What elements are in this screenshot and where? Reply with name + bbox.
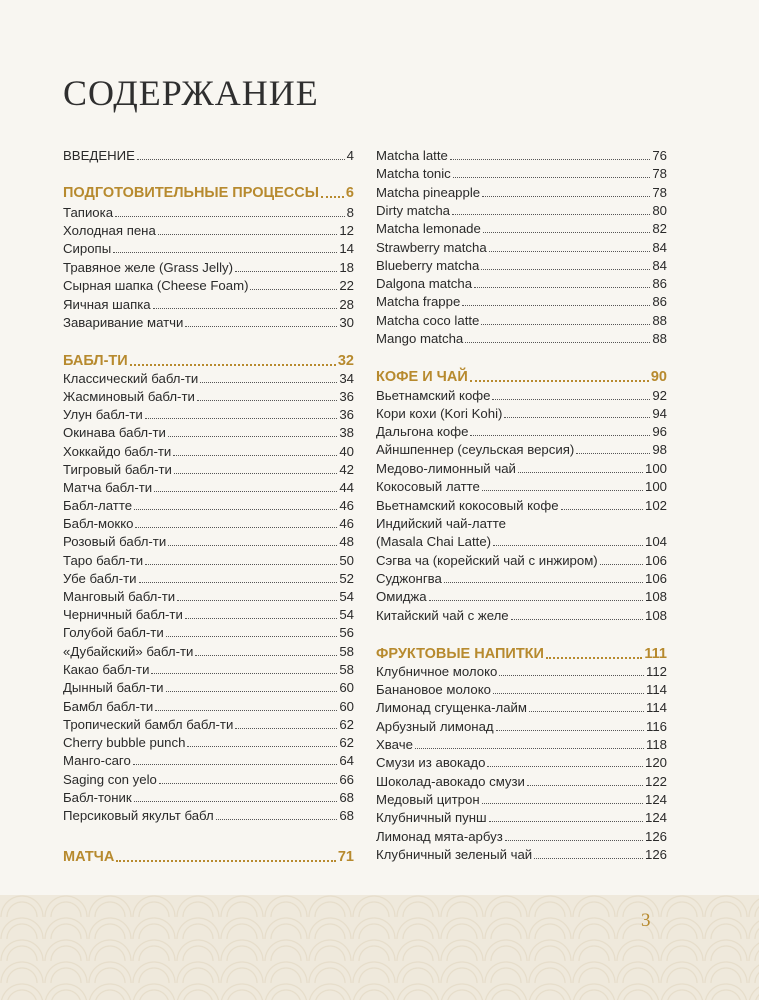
toc-entry-label: ПОДГОТОВИТЕЛЬНЫЕ ПРОЦЕССЫ: [63, 185, 319, 201]
dot-leader: [139, 570, 338, 583]
toc-entry-page: 100: [644, 479, 667, 494]
toc-entry: [63, 406, 354, 424]
toc-entry-label: Шоколад-авокадо смузи: [376, 774, 525, 789]
dot-leader: [444, 570, 643, 583]
toc-entry: [376, 460, 667, 478]
toc-entry-page: 6: [345, 185, 354, 201]
dot-leader: [481, 312, 650, 325]
toc-entry-label: Matcha latte: [376, 148, 448, 163]
toc-entry-label: Хваче: [376, 737, 413, 752]
toc-entry: [63, 370, 354, 388]
toc-entry: [376, 533, 667, 551]
toc-entry-page: 78: [652, 166, 667, 181]
toc-entry-page: 42: [339, 462, 354, 477]
toc-entry-label: Бамбл бабл-ти: [63, 699, 154, 714]
toc-entry: [63, 515, 354, 533]
toc-entry-label: Какао бабл-ти: [63, 662, 150, 677]
toc-entry-page: 106: [644, 553, 667, 568]
toc-entry: [376, 754, 667, 772]
dot-leader: [452, 202, 650, 215]
toc-entry-page: 120: [644, 755, 667, 770]
toc-section-heading: [63, 352, 354, 370]
toc-entry-label: Лимонад мята-арбуз: [376, 829, 503, 844]
toc-entry-label: Matcha coco latte: [376, 313, 480, 328]
dot-leader: [134, 789, 338, 802]
page-number: 3: [641, 910, 651, 931]
toc-entry-page: 88: [652, 331, 667, 346]
toc-section-heading: [63, 848, 354, 866]
toc-entry: [376, 681, 667, 699]
toc-entry-page: 78: [652, 185, 667, 200]
toc-entry-label: Смузи из авокадо: [376, 755, 486, 770]
dot-leader: [546, 645, 642, 659]
toc-entry-page: 60: [339, 699, 354, 714]
dot-leader: [482, 184, 650, 197]
dot-leader: [158, 222, 338, 235]
dot-leader: [166, 679, 338, 692]
dot-leader: [134, 497, 337, 510]
toc-entry-page: 86: [652, 294, 667, 309]
toc-entry-page: 108: [644, 608, 667, 623]
dot-leader: [518, 460, 643, 473]
toc-entry-label: Сэгва ча (корейский чай с инжиром): [376, 553, 598, 568]
toc-entry-label: Классический бабл-ти: [63, 371, 199, 386]
dot-leader: [135, 515, 337, 528]
toc-entry: [63, 807, 354, 825]
toc-entry-label: Индийский чай-латте: [376, 516, 506, 531]
dot-leader: [153, 296, 338, 309]
toc-entry-label: Голубой бабл-ти: [63, 625, 164, 640]
toc-entry: [376, 478, 667, 496]
toc-entry-label: Яичная шапка: [63, 297, 151, 312]
toc-entry-page: 92: [652, 388, 667, 403]
dot-leader: [174, 461, 337, 474]
toc-entry-label: Медовый цитрон: [376, 792, 480, 807]
dot-leader: [489, 239, 651, 252]
toc-entry-label: Сырная шапка (Cheese Foam): [63, 278, 249, 293]
toc-entry-page: 46: [339, 516, 354, 531]
toc-entry: [376, 846, 667, 864]
dot-leader: [250, 277, 337, 290]
toc-entry-label: Matcha pineapple: [376, 185, 481, 200]
toc-entry-page: 22: [339, 278, 354, 293]
toc-entry: [63, 661, 354, 679]
toc-entry-page: 30: [339, 315, 354, 330]
toc-section-heading: [376, 645, 667, 663]
dot-leader: [470, 423, 650, 436]
toc-entry: [376, 147, 667, 165]
toc-entry-label: Дынный бабл-ти: [63, 680, 164, 695]
dot-leader: [200, 370, 337, 383]
toc-entry: [376, 220, 667, 238]
toc-entry-page: 46: [339, 498, 354, 513]
dot-leader: [483, 220, 650, 233]
toc-entry-page: 106: [644, 571, 667, 586]
toc-entry: [376, 699, 667, 717]
toc-entry-page: 68: [339, 790, 354, 805]
toc-entry: [63, 570, 354, 588]
dot-leader: [453, 165, 651, 178]
toc-entry-page: 82: [652, 221, 667, 236]
toc-entry: [63, 497, 354, 515]
toc-entry: [376, 239, 667, 257]
toc-section-heading: [376, 368, 667, 386]
dot-leader: [493, 533, 643, 546]
dot-leader: [511, 607, 643, 620]
toc-entry-page: 71: [337, 849, 354, 865]
toc-entry-page: 28: [339, 297, 354, 312]
toc-entry: [63, 461, 354, 479]
toc-entry: [63, 222, 354, 240]
toc-entry-label: Вьетнамский кофе: [376, 388, 491, 403]
toc-entry-page: 114: [645, 682, 667, 697]
toc-entry-label: Арбузный лимонад: [376, 719, 494, 734]
toc-entry-page: 38: [339, 425, 354, 440]
toc-entry-page: 40: [339, 444, 354, 459]
toc-entry: [376, 387, 667, 405]
page-title: СОДЕРЖАНИЕ: [63, 73, 319, 113]
dot-leader: [462, 293, 650, 306]
toc-entry-page: 116: [645, 719, 667, 734]
toc-entry-label: Манговый бабл-ти: [63, 589, 176, 604]
dot-leader: [155, 698, 337, 711]
toc-entry-page: 111: [644, 646, 667, 662]
dot-leader: [173, 443, 337, 456]
toc-entry-label: Тапиока: [63, 205, 114, 220]
dot-leader: [187, 734, 337, 747]
dot-leader: [137, 147, 345, 160]
toc-entry-label: Таро бабл-ти: [63, 553, 144, 568]
toc-entry: [63, 643, 354, 661]
dot-leader: [168, 424, 337, 437]
toc-entry: [63, 716, 354, 734]
toc-entry-label: Медово-лимонный чай: [376, 461, 516, 476]
toc-entry: [376, 497, 667, 515]
toc-entry: [63, 147, 354, 165]
toc-entry-label: ФРУКТОВЫЕ НАПИТКИ: [376, 646, 544, 662]
toc-entry: [376, 515, 667, 533]
dot-leader: [474, 275, 650, 288]
dot-leader: [561, 497, 643, 510]
dot-leader: [116, 848, 336, 862]
toc-entry-label: Холодная пена: [63, 223, 156, 238]
toc-entry: [63, 277, 354, 295]
toc-entry: [63, 552, 354, 570]
toc-entry-label: Персиковый якульт бабл: [63, 808, 214, 823]
toc-entry-page: 52: [339, 571, 354, 586]
toc-entry: [63, 624, 354, 642]
dot-leader: [499, 663, 644, 676]
dot-leader: [168, 533, 337, 546]
toc-entry-page: 34: [339, 371, 354, 386]
toc-entry-label: Манго-саго: [63, 753, 131, 768]
dot-leader: [492, 387, 650, 400]
dot-leader: [216, 807, 338, 820]
toc-entry-page: 58: [339, 644, 354, 659]
dot-leader: [115, 204, 345, 217]
toc-entry-page: 64: [339, 753, 354, 768]
toc-entry-page: 108: [644, 589, 667, 604]
toc-entry: [376, 423, 667, 441]
toc-entry-page: 122: [644, 774, 667, 789]
toc-entry-label: Розовый бабл-ти: [63, 534, 167, 549]
toc-entry-page: 36: [339, 389, 354, 404]
toc-entry-label: Вьетнамский кокосовый кофе: [376, 498, 559, 513]
toc-entry: [63, 771, 354, 789]
toc-entry: [63, 443, 354, 461]
toc-entry: [376, 773, 667, 791]
toc-entry-label: Травяное желе (Grass Jelly): [63, 260, 234, 275]
toc-entry-page: 94: [652, 406, 667, 421]
toc-entry-label: Улун бабл-ти: [63, 407, 143, 422]
toc-entry-label: БАБЛ-ТИ: [63, 353, 128, 369]
dot-leader: [470, 368, 649, 382]
dot-leader: [151, 661, 337, 674]
dot-leader: [465, 330, 650, 343]
toc-entry-label: Банановое молоко: [376, 682, 491, 697]
dot-leader: [185, 606, 338, 619]
toc-entry: [376, 588, 667, 606]
dot-leader: [505, 828, 643, 841]
toc-entry-page: 32: [337, 353, 354, 369]
toc-entry-label: Dirty matcha: [376, 203, 451, 218]
dot-leader: [145, 406, 338, 419]
toc-entry-label: (Masala Chai Latte): [376, 534, 492, 549]
toc-entry-page: 124: [644, 792, 667, 807]
toc-entry-page: 36: [339, 407, 354, 422]
toc-entry-page: 58: [339, 662, 354, 677]
toc-entry-label: Китайский чай с желе: [376, 608, 509, 623]
toc-entry: [63, 698, 354, 716]
toc-entry-label: ВВЕДЕНИЕ: [63, 148, 135, 163]
toc-entry-label: Матча бабл-ти: [63, 480, 153, 495]
toc-entry-label: Dalgona matcha: [376, 276, 473, 291]
dot-leader: [235, 716, 337, 729]
toc-entry-page: 44: [339, 480, 354, 495]
toc-entry-label: Сиропы: [63, 241, 112, 256]
toc-entry-label: Айншпеннер (сеульская версия): [376, 442, 575, 457]
toc-entry-page: 66: [339, 772, 354, 787]
toc-entry-label: Черничный бабл-ти: [63, 607, 183, 622]
toc-entry-page: 50: [339, 553, 354, 568]
dot-leader: [415, 736, 644, 749]
toc-entry: [63, 296, 354, 314]
toc-entry-label: Окинава бабл-ти: [63, 425, 166, 440]
toc-entry-page: 90: [650, 369, 667, 385]
toc-entry: [376, 202, 667, 220]
toc-entry: [376, 791, 667, 809]
toc-entry-label: Matcha tonic: [376, 166, 451, 181]
toc-entry: [63, 240, 354, 258]
toc-entry: [63, 679, 354, 697]
dot-leader: [600, 552, 643, 565]
toc-entry-label: «Дубайский» бабл-ти: [63, 644, 194, 659]
toc-entry-page: 112: [645, 664, 667, 679]
toc-entry: [63, 204, 354, 222]
toc-entry: [63, 533, 354, 551]
toc-entry: [376, 809, 667, 827]
toc-entry-label: Blueberry matcha: [376, 258, 480, 273]
toc-entry-label: Cherry bubble punch: [63, 735, 186, 750]
toc-entry-page: 8: [346, 205, 354, 220]
toc-entry-page: 100: [644, 461, 667, 476]
toc-entry-label: Бабл-тоник: [63, 790, 132, 805]
toc-entry-page: 124: [644, 810, 667, 825]
dot-leader: [493, 681, 644, 694]
toc-entry-page: 4: [346, 148, 354, 163]
toc-entry-page: 84: [652, 258, 667, 273]
toc-entry: [376, 165, 667, 183]
toc-entry-label: МАТЧА: [63, 849, 115, 865]
toc-entry-label: Омиджа: [376, 589, 427, 604]
toc-entry-page: 76: [652, 148, 667, 163]
dot-leader: [145, 552, 337, 565]
toc-entry-label: Клубничное молоко: [376, 664, 498, 679]
toc-entry-label: Matcha frappe: [376, 294, 461, 309]
toc-entry: [376, 828, 667, 846]
dot-leader: [487, 754, 643, 767]
toc-entry-page: 14: [339, 241, 354, 256]
toc-entry-label: Клубничный пунш: [376, 810, 487, 825]
dot-leader: [197, 388, 337, 401]
dot-leader: [481, 257, 650, 270]
toc-entry-label: КОФЕ И ЧАЙ: [376, 369, 468, 385]
dot-leader: [130, 352, 336, 366]
dot-leader: [450, 147, 650, 160]
toc-entry-label: Хоккайдо бабл-ти: [63, 444, 172, 459]
toc-entry: [376, 607, 667, 625]
toc-entry: [63, 606, 354, 624]
dot-leader: [429, 588, 643, 601]
toc-entry: [376, 257, 667, 275]
toc-entry-label: Суджонгва: [376, 571, 442, 586]
dot-leader: [489, 809, 643, 822]
toc-entry-label: Кокосовый латте: [376, 479, 480, 494]
toc-entry-label: Жасминовый бабл-ти: [63, 389, 195, 404]
toc-entry-page: 114: [645, 700, 667, 715]
toc-entry: [63, 588, 354, 606]
toc-entry-page: 62: [339, 717, 354, 732]
dot-leader: [235, 259, 337, 272]
toc-entry-page: 126: [644, 847, 667, 862]
toc-entry-label: Дальгона кофе: [376, 424, 469, 439]
dot-leader: [177, 588, 337, 601]
dot-leader: [159, 771, 337, 784]
toc-entry: [376, 330, 667, 348]
dot-leader: [185, 314, 337, 327]
toc-entry: [376, 312, 667, 330]
toc-entry: [376, 718, 667, 736]
toc-entry-page: 86: [652, 276, 667, 291]
dot-leader: [534, 846, 643, 859]
toc-entry-label: Заваривание матчи: [63, 315, 184, 330]
toc-entry-page: 62: [339, 735, 354, 750]
dot-leader: [133, 752, 338, 765]
toc-entry-page: 98: [652, 442, 667, 457]
toc-entry: [376, 570, 667, 588]
toc-entry-page: 68: [339, 808, 354, 823]
toc-entry-page: 80: [652, 203, 667, 218]
toc-entry: [63, 734, 354, 752]
toc-entry: [63, 479, 354, 497]
toc-entry-page: 18: [339, 260, 354, 275]
toc-entry: [376, 663, 667, 681]
toc-entry-page: 48: [339, 534, 354, 549]
toc-entry-page: 84: [652, 240, 667, 255]
dot-leader: [113, 240, 337, 253]
toc-section-heading: [63, 184, 354, 202]
toc-entry: [63, 388, 354, 406]
dot-leader: [166, 624, 338, 637]
toc-entry-label: Тигровый бабл-ти: [63, 462, 172, 477]
toc-entry: [63, 314, 354, 332]
dot-leader: [529, 699, 644, 712]
toc-entry-label: Тропический бамбл бабл-ти: [63, 717, 234, 732]
toc-entry: [376, 736, 667, 754]
toc-entry: [376, 184, 667, 202]
toc-entry-label: Убе бабл-ти: [63, 571, 137, 586]
dot-leader: [154, 479, 337, 492]
toc-entry: [376, 293, 667, 311]
toc-entry: [376, 405, 667, 423]
toc-entry: [63, 424, 354, 442]
toc-entry-page: 104: [644, 534, 667, 549]
toc-entry-page: 60: [339, 680, 354, 695]
dot-leader: [504, 405, 650, 418]
toc-entry: [376, 441, 667, 459]
toc-entry: [376, 275, 667, 293]
dot-leader: [195, 643, 337, 656]
toc-entry-label: Лимонад сгущенка-лайм: [376, 700, 527, 715]
dot-leader: [576, 441, 650, 454]
toc-entry-page: 96: [652, 424, 667, 439]
toc-entry: [376, 552, 667, 570]
toc-entry-page: 126: [644, 829, 667, 844]
toc-entry-label: Matcha lemonade: [376, 221, 481, 236]
toc-entry-page: 102: [644, 498, 667, 513]
toc-entry-label: Бабл-мокко: [63, 516, 134, 531]
toc-entry-label: Бабл-латте: [63, 498, 133, 513]
toc-entry-label: Mango matcha: [376, 331, 464, 346]
dot-leader: [527, 773, 643, 786]
toc-entry-page: 54: [339, 589, 354, 604]
toc-entry-label: Кори кохи (Kori Kohi): [376, 406, 503, 421]
toc-entry-label: Strawberry matcha: [376, 240, 487, 255]
dot-leader: [482, 478, 643, 491]
toc-entry-page: 118: [645, 737, 667, 752]
dot-leader: [496, 718, 644, 731]
dot-leader: [482, 791, 643, 804]
toc-entry-page: 88: [652, 313, 667, 328]
toc-entry-page: 12: [339, 223, 354, 238]
toc-entry-page: 56: [339, 625, 354, 640]
toc-entry-label: Клубничный зеленый чай: [376, 847, 533, 862]
dot-leader: [321, 184, 344, 198]
toc-entry: [63, 752, 354, 770]
toc-entry-page: 54: [339, 607, 354, 622]
toc-entry-label: Saging con yelo: [63, 772, 157, 787]
toc-entry: [63, 259, 354, 277]
toc-entry: [63, 789, 354, 807]
